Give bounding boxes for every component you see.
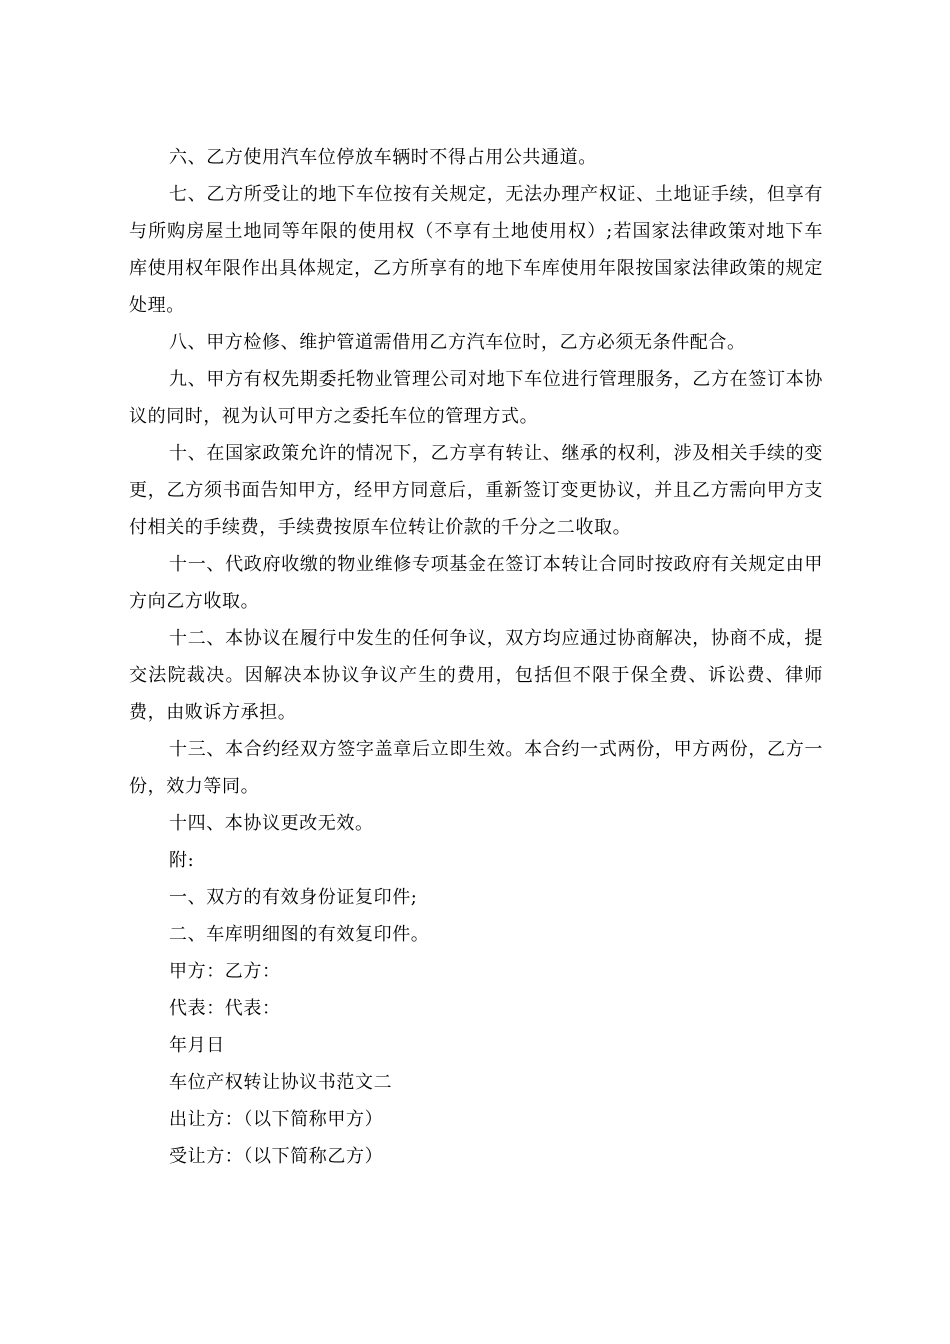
transferee-line: 受让方：（以下简称乙方） <box>169 1146 384 1167</box>
section-title-template-2: 车位产权转让协议书范文二 <box>169 1072 393 1093</box>
clause-9: 九、甲方有权先期委托物业管理公司对地下车位进行管理服务，乙方在签订本协议的同时，视为认可甲方之委托车位的管理方式。 <box>129 369 823 427</box>
clause-11: 十一、代政府收缴的物业维修专项基金在签订本转让合同时按政府有关规定由甲方向乙方收取。 <box>129 554 823 612</box>
attachment-item-1: 一、双方的有效身份证复印件; <box>169 887 418 908</box>
clause-8: 八、甲方检修、维护管道需借用乙方汽车位时，乙方必须无条件配合。 <box>169 332 746 353</box>
signature-parties: 甲方：乙方： <box>169 961 281 982</box>
document-body <box>129 139 823 1175</box>
clause-6: 六、乙方使用汽车位停放车辆时不得占用公共通道。 <box>169 147 597 168</box>
clause-10: 十、在国家政策允许的情况下，乙方享有转让、继承的权利，涉及相关手续的变更，乙方须书面告知甲方，经甲方同意后，重新签订变更协议，并且乙方需向甲方支付相关的手续费，手续费按原车位转让价款的千分之二收取。 <box>129 443 823 538</box>
clause-7: 七、乙方所受让的地下车位按有关规定，无法办理产权证、土地证手续，但享有与所购房屋土地同等年限的使用权（不享有土地使用权）;若国家法律政策对地下车库使用权年限作出具体规定，乙方所享有的地下车库使用年限按国家法律政策的规定处理。 <box>129 184 823 316</box>
signature-date: 年月日 <box>169 1035 225 1056</box>
clause-14: 十四、本协议更改无效。 <box>169 813 374 834</box>
clause-12: 十二、本协议在履行中发生的任何争议，双方均应通过协商解决，协商不成，提交法院裁决。因解决本协议争议产生的费用，包括但不限于保全费、诉讼费、律师费，由败诉方承担。 <box>129 628 823 723</box>
attachment-item-2: 二、车库明细图的有效复印件。 <box>169 924 430 945</box>
attachment-heading: 附: <box>169 850 195 871</box>
clause-13: 十三、本合约经双方签字盖章后立即生效。本合约一式两份，甲方两份，乙方一份，效力等同。 <box>129 739 823 797</box>
transferor-line: 出让方：（以下简称甲方） <box>169 1109 384 1130</box>
signature-representatives: 代表：代表： <box>169 998 281 1019</box>
